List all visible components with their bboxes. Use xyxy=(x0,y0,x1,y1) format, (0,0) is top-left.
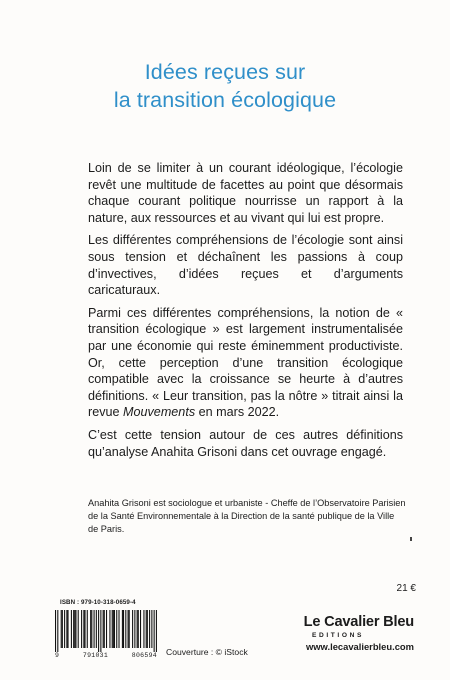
barcode-bar xyxy=(83,610,84,648)
paragraph-3-end: en mars 2022. xyxy=(195,405,280,420)
barcode-bar xyxy=(103,610,104,648)
barcode-bar xyxy=(91,610,92,648)
journal-name: Mouvements xyxy=(123,405,196,420)
title-line-2: la transition écologique xyxy=(113,88,337,112)
barcode-bar xyxy=(96,610,97,648)
barcode-bar xyxy=(57,610,58,652)
paragraph-2: Les différentes compréhensions de l’écologie sont ainsi sous tension et déchaînent les passions à coup d’invectives, d’idées reçues et d’arguments caricaturaux. xyxy=(88,233,403,298)
publisher-name: Le Cavalier Bleu xyxy=(303,614,414,630)
barcode-bar xyxy=(149,610,150,648)
barcode-bar xyxy=(154,610,155,652)
barcode-bar xyxy=(84,610,85,648)
paragraph-3 xyxy=(88,305,403,421)
barcode-bar xyxy=(64,610,65,648)
publisher-editions: EDITIONS xyxy=(312,632,364,639)
barcode-bar xyxy=(75,610,76,648)
barcode-bar xyxy=(113,610,114,648)
back-cover-blurb xyxy=(88,160,403,466)
barcode-bar xyxy=(156,610,157,652)
barcode-bar xyxy=(81,610,82,648)
barcode-bar xyxy=(71,610,72,648)
book-title xyxy=(0,58,450,114)
barcode-bar xyxy=(66,610,67,648)
barcode-bar xyxy=(73,610,74,648)
paragraph-3-text: Parmi ces différentes compréhensions, la notion de « transition écologique » est largement instrumentalisée par une économie qui reste éminemment productiviste. Or, cette perception d’une transition écologique compatible avec la croissance se heurte à d’autres définitions. « Leur transition, pas la nôtre » titrait ainsi la revue xyxy=(88,305,403,420)
barcode-bar xyxy=(147,610,148,648)
cover-credit: Couverture : © iStock xyxy=(166,647,248,657)
barcode-bar xyxy=(143,610,144,648)
barcode-bar xyxy=(104,610,105,648)
barcode-bar xyxy=(100,610,101,652)
barcode-bar xyxy=(138,610,139,648)
barcode-bar xyxy=(98,610,99,652)
barcode-bar xyxy=(114,610,115,648)
price: 21 € xyxy=(396,583,416,594)
barcode-bar xyxy=(55,610,56,652)
barcode-bar xyxy=(67,610,68,648)
barcode-bar xyxy=(118,610,119,648)
barcode-bar xyxy=(129,610,130,648)
publisher-url: www.lecavalierbleu.com xyxy=(305,641,414,652)
barcode-bar xyxy=(137,610,138,648)
barcode-digit-group-1: 9 xyxy=(55,652,60,659)
barcode-bar xyxy=(128,610,129,648)
barcode-bar xyxy=(123,610,124,648)
barcode-bar xyxy=(94,610,95,648)
paragraph-1: Loin de se limiter à un courant idéologique, l’écologie revêt une multitude de facettes au point que désormais chaque courant politique nourrisse un rapport à la nature, aux ressources et au vivant qui lui est propre. xyxy=(88,161,403,225)
barcode-bar xyxy=(140,610,141,648)
barcode-bar xyxy=(132,610,133,648)
barcode-bar xyxy=(106,610,107,648)
barcode-bar xyxy=(62,610,63,648)
barcode-graphic xyxy=(55,610,157,652)
barcode-digit-group-3: 806594 xyxy=(131,652,157,659)
barcode-bar xyxy=(116,610,117,648)
print-mark xyxy=(410,537,412,541)
barcode-digit-group-2: 791031 xyxy=(82,652,109,659)
barcode-bar xyxy=(87,610,88,648)
barcode-bar xyxy=(112,610,113,648)
isbn: ISBN : 979-10-318-0659-4 xyxy=(60,599,136,606)
barcode-bar xyxy=(151,610,152,648)
barcode-bar xyxy=(109,610,110,648)
barcode-bar xyxy=(74,610,75,648)
barcode-bar xyxy=(134,610,135,648)
barcode-bar xyxy=(146,610,147,648)
paragraph-4: C’est cette tension autour de ces autres définitions qu’analyse Anahita Grisoni dans cet ouvrage engagé. xyxy=(88,427,403,459)
barcode-bar xyxy=(90,610,91,648)
barcode-bar xyxy=(125,610,126,648)
author-bio: Anahita Grisoni est sociologue et urbaniste - Cheffe de l’Observatoire Parisien de la Santé Environnementale à la Direction de la santé publique de la Ville de Paris. xyxy=(88,498,406,535)
barcode-bar xyxy=(122,610,123,648)
title-line-1: Idées reçues sur xyxy=(144,60,306,84)
barcode-digits xyxy=(55,652,157,659)
barcode-bar xyxy=(61,610,62,648)
publisher-logo xyxy=(286,614,414,652)
barcode-bar xyxy=(78,610,79,648)
barcode xyxy=(55,610,157,655)
